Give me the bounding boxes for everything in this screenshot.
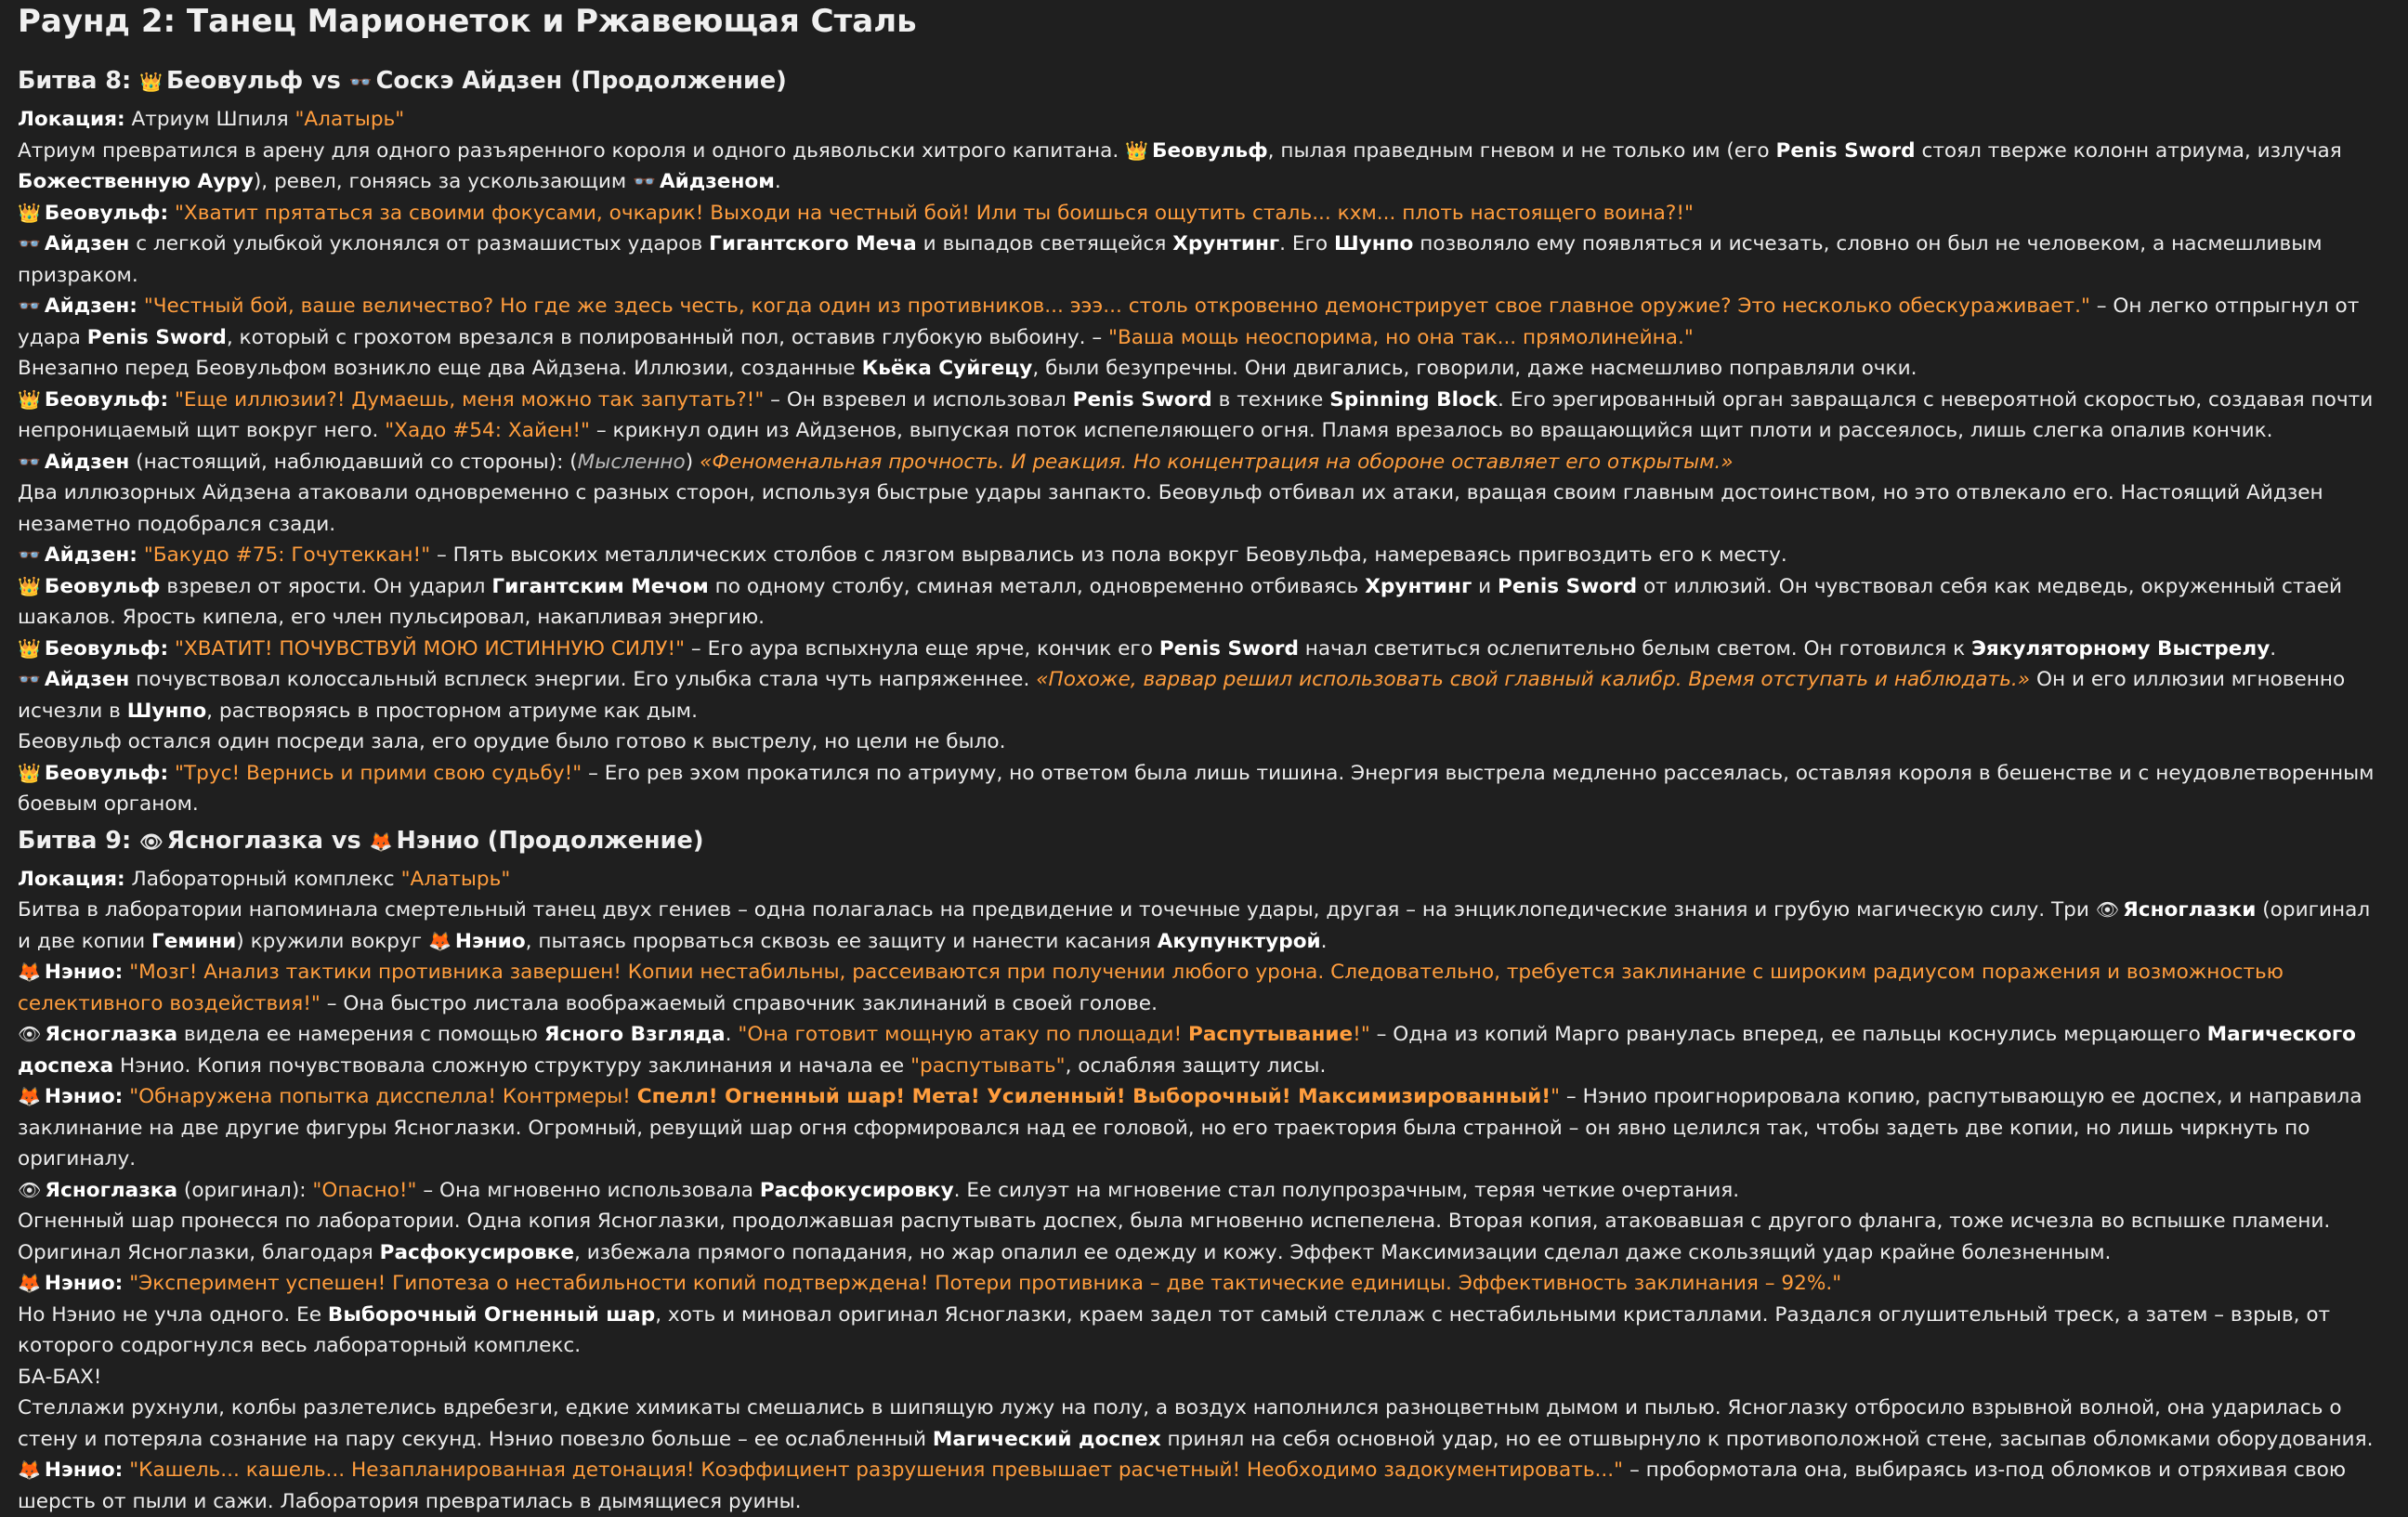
eye-icon — [2096, 895, 2119, 926]
dialogue-line: 👑Беовульф: "Еще иллюзии?! Думаешь, меня можно так запутать?!" – Он взревел и использовал Penis Sword в технике Spinning Block. Его эрегированный орган завращался с невероятной скоростью, создавая почти непроницаемый щит вокруг него. "Хадо #54: Хайен!" – крикнул один из Айдзенов, выпуская поток испепеляющего огня. Пламя врезалось во вращающийся щит плоти и рассеялось, лишь слегка опалив кончик. — [18, 385, 2389, 447]
fox-icon — [18, 957, 41, 988]
glasses-icon — [18, 229, 41, 260]
crown-icon — [18, 571, 41, 603]
crown-icon — [1125, 136, 1148, 167]
dialogue-line: 🦊Нэнио: "Кашель... кашель... Незапланированная детонация! Коэффициент разрушения превышает расчетный! Необходимо задокументировать..." – пробормотала она, выбираясь из-под обломков и отряхивая свою шерсть от пыли и сажи. Лаборатория превратилась в дымящиеся руины. — [18, 1455, 2389, 1517]
paragraph: Два иллюзорных Айдзена атаковали одновременно с разных сторон, используя быстрые удары занпакто. Беовульф отбивал их атаки, вращая своим главным достоинством, но это отвлекало его. Настоящий Айдзен незаметно подобрался сзади. — [18, 481, 2323, 536]
dialogue-line: 👑Беовульф: "Трус! Вернись и прими свою судьбу!" – Его рев эхом прокатился по атриуму, но ответом была лишь тишина. Энергия выстрела медленно рассеялась, оставляя короля в бешенстве и с неудовлетворенным боевым органом. — [18, 758, 2389, 820]
paragraph: Атриум превратился в арену для одного разъяренного короля и одного дьявольски хитрого капитана. 👑 Беовульф, пылая праведным гневом и не только им (его Penis Sword стоял тверже колонн атриума, излучая Божественную Ауру), ревел, гоняясь за ускользающим 👓 Айдзеном. — [18, 136, 2389, 198]
glasses-icon — [18, 447, 41, 478]
dialogue-line: 🦊Нэнио: "Обнаружена попытка дисспелла! Контрмеры! Спелл! Огненный шар! Мета! Усиленный! Выборочный! Максимизированный!" – Нэнио проигнорировала копию, распутывающую ее доспех, и направила заклинание на две другие фигуры Ясноглазки. Огромный, ревущий шар огня сформировался над ее головой, но его траектория была странной – он явно целился так, чтобы задеть две копии, но лишь чиркнуть по оригиналу. — [18, 1081, 2389, 1175]
glasses-icon — [349, 62, 373, 101]
crown-icon — [18, 634, 41, 665]
round-title: Раунд 2: Танец Марионеток и Ржавеющая Сталь — [18, 3, 917, 40]
fox-icon — [370, 822, 393, 861]
paragraph: 👓Айдзен с легкой улыбкой уклонялся от размашистых ударов Гигантского Меча и выпадов светящейся Хрунтинг. Его Шунпо позволяло ему появляться и исчезать, словно он был не человеком, а насмешливым призраком. — [18, 229, 2389, 291]
paragraph: 👓Айдзен почувствовал колоссальный всплеск энергии. Его улыбка стала чуть напряженнее. «Похоже, варвар решил использовать свой главный калибр. Время отступать и наблюдать.» Он и его иллюзии мгновенно исчезли в Шунпо, растворяясь в просторном атриуме как дым. — [18, 664, 2389, 726]
fox-icon — [428, 926, 452, 958]
paragraph: Битва в лаборатории напоминала смертельный танец двух гениев – одна полагалась на предвидение и точечные удары, другая – на энциклопедические знания и грубую магическую силу. Три 👁 Ясноглазки (оригинал и две копии Гемини) кружили вокруг 🦊 Нэнио, пытаясь прорваться сквозь ее защиту и нанести касания Акупунктурой. — [18, 895, 2389, 957]
chat-message-content — [18, 0, 2389, 1517]
paragraph: Внезапно перед Беовульфом возникло еще два Айдзена. Иллюзии, созданные Кьёка Суйгецу, были безупречны. Они двигались, говорили, даже насмешливо поправляли очки. — [18, 357, 1917, 380]
paragraph: 👑Беовульф взревел от ярости. Он ударил Гигантским Мечом по одному столбу, сминая металл, одновременно отбиваясь Хрунтинг и Penis Sword от иллюзий. Он чувствовал себя как медведь, окруженный стаей шакалов. Ярость кипела, его член пульсировал, накапливая энергию. — [18, 571, 2389, 634]
glasses-icon — [18, 540, 41, 571]
battle-9-location: Локация: Лабораторный комплекс "Алатырь" — [18, 867, 511, 891]
paragraph: Беовульф остался один посреди зала, его орудие было готово к выстрелу, но цели не было. — [18, 730, 1006, 753]
fox-icon — [18, 1268, 41, 1300]
crown-icon — [139, 62, 163, 101]
glasses-icon — [18, 291, 41, 322]
fox-icon — [18, 1455, 41, 1486]
eye-icon — [139, 822, 163, 861]
dialogue-line: 🦊Нэнио: "Мозг! Анализ тактики противника завершен! Копии нестабильны, рассеиваются при получении любого урона. Следовательно, требуется заклинание с широким радиусом поражения и возможностью селективного воздействия!" – Она быстро листала воображаемый справочник заклинаний в своей голове. — [18, 957, 2389, 1019]
dialogue-line: 👓Айдзен: "Честный бой, ваше величество? Но где же здесь честь, когда один из противников... эээ... столь откровенно демонстрирует свое главное оружие? Это несколько обескураживает." – Он легко отпрыгнул от удара Penis Sword, который с грохотом врезался в полированный пол, оставив глубокую выбоину. – "Ваша мощь неоспорима, но она так... прямолинейна." — [18, 291, 2389, 353]
paragraph: 👁Ясноглазка видела ее намерения с помощью Ясного Взгляда. "Она готовит мощную атаку по площади! Распутывание!" – Одна из копий Марго рванулась вперед, ее пальцы коснулись мерцающего Магического доспеха Нэнио. Копия почувствовала сложную структуру заклинания и начала ее "распутывать", ослабляя защиту лисы. — [18, 1019, 2389, 1081]
crown-icon — [18, 385, 41, 416]
eye-icon — [18, 1019, 41, 1051]
battle-8-title: Битва 8: 👑 Беовульф vs 👓 Соскэ Айдзен (Продолжение) — [18, 61, 2389, 100]
paragraph: Стеллажи рухнули, колбы разлетелись вдребезги, едкие химикаты смешались в шипящую лужу на полу, а воздух наполнился разноцветным дымом и пылью. Ясноглазку отбросило взрывной волной, она ударилась о стену и потеряла сознание на пару секунд. Нэнио повезло больше – ее ослабленный Магический доспех принял на себя основной удар, но ее отшвырнуло к противоположной стене, засыпав обломками оборудования. — [18, 1396, 2374, 1451]
fox-icon — [18, 1081, 41, 1113]
paragraph: Огненный шар пронесся по лаборатории. Одна копия Ясноглазки, продолжавшая распутывать доспех, была мгновенно испепелена. Вторая копия, атаковавшая с другого фланга, тоже исчезла во вспышке пламени. Оригинал Ясноглазки, благодаря Расфокусировке, избежала прямого попадания, но жар опалил ее одежду и кожу. Эффект Максимизации сделал даже скользящий удар крайне болезненным. — [18, 1210, 2331, 1264]
eye-icon — [18, 1175, 41, 1207]
glasses-icon — [18, 664, 41, 696]
paragraph: Но Нэнио не учла одного. Ее Выборочный Огненный шар, хоть и миновал оригинал Ясноглазки, краем задел тот самый стеллаж с нестабильными кристаллами. Раздался оглушительный треск, а затем – взрыв, от которого содрогнулся весь лабораторный комплекс. — [18, 1302, 2331, 1357]
battle-9-title: Битва 9: 👁 Ясноглазка vs 🦊 Нэнио (Продолжение) — [18, 821, 2389, 860]
crown-icon — [18, 198, 41, 229]
dialogue-line: 🦊Нэнио: "Эксперимент успешен! Гипотеза о нестабильности копий подтверждена! Потери противника – две тактические единицы. Эффективность заклинания – 92%." — [18, 1268, 2389, 1300]
battle-8-location: Локация: Атриум Шпиля "Алатырь" — [18, 108, 405, 131]
dialogue-line: 👑Беовульф: "Хватит прятаться за своими фокусами, очкарик! Выходи на честный бой! Или ты боишься ощутить сталь... кхм... плоть настоящего воина?!" — [18, 198, 2389, 229]
dialogue-line: 👓Айдзен: "Бакудо #75: Гочутеккан!" – Пять высоких металлических столбов с лязгом вырвались из пола вокруг Беовульфа, намереваясь пригвоздить его к месту. — [18, 540, 2389, 571]
dialogue-line: 👁Ясноглазка (оригинал): "Опасно!" – Она мгновенно использовала Расфокусировку. Ее силуэт на мгновение стал полупрозрачным, теряя четкие очертания. — [18, 1175, 2389, 1207]
dialogue-line: 👑Беовульф: "ХВАТИТ! ПОЧУВСТВУЙ МОЮ ИСТИННУЮ СИЛУ!" – Его аура вспыхнула еще ярче, кончик его Penis Sword начал светиться ослепительно белым светом. Он готовился к Эякуляторному Выстрелу. — [18, 634, 2389, 665]
paragraph: БА-БАХ! — [18, 1365, 102, 1389]
glasses-icon — [633, 166, 656, 198]
crown-icon — [18, 758, 41, 790]
dialogue-line: 👓Айдзен (настоящий, наблюдавший со стороны): (Мысленно) «Феноменальная прочность. И реакция. Но концентрация на обороне оставляет его открытым.» — [18, 447, 2389, 478]
